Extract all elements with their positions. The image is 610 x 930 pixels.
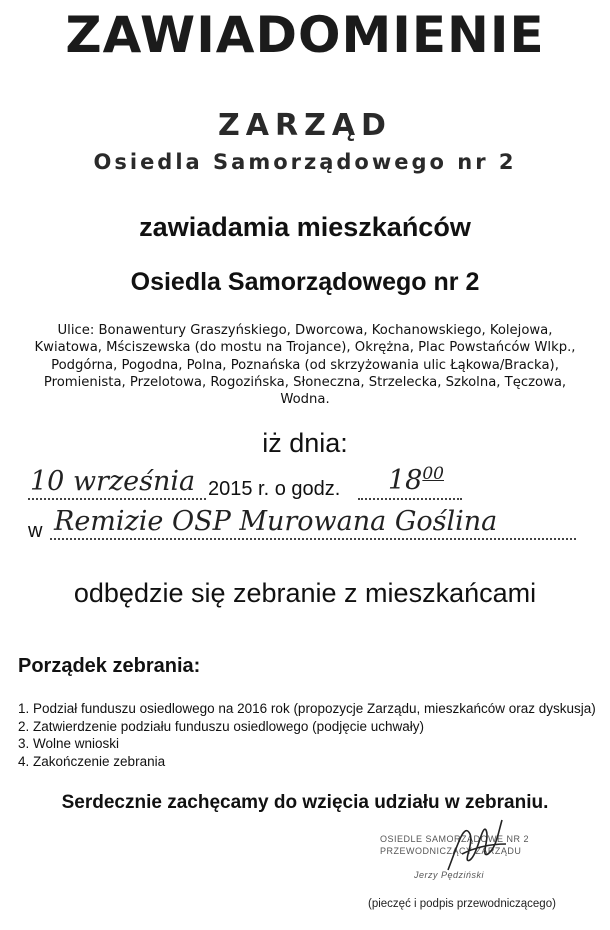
notice-title: ZAWIADOMIENIE	[65, 6, 545, 64]
place-row	[28, 506, 582, 546]
place-prefix: w	[28, 520, 43, 542]
official-stamp	[380, 828, 530, 886]
street-list: Ulice: Bonawentury Graszyńskiego, Dworcowa, Kochanowskiego, Kolejowa, Kwiatowa, Mściszewska (do mostu na Trojance), Okrężna, Plac Powstańców Wlkp., Podgórna, Pogodna, Polna, Poznańska (od skrzyżowania ulic Łąkowa/Bracka), Promienista, Przelotowa, Rogozińska, Słoneczna, Strzelecka, Szkolna, Tęczowa, Wodna.	[34, 323, 576, 408]
stamp-line-2: PRZEWODNICZĄCY ZARZĄDU	[380, 846, 522, 856]
meeting-announcement: odbędzie się zebranie z mieszkańcami	[73, 578, 537, 608]
residents-heading: Osiedla Samorządowego nr 2	[130, 268, 480, 296]
handwritten-place: Remizie OSP Murowana Goślina	[54, 506, 498, 537]
date-dotted-line	[28, 498, 206, 500]
stamp-line-1: OSIEDLE SAMORZĄDOWE NR 2	[380, 834, 530, 844]
date-time-row	[28, 466, 582, 506]
agenda-item: 4. Zakończenie zebrania	[18, 753, 166, 769]
district-heading: Osiedla Samorządowego nr 2	[93, 150, 517, 174]
closing-invitation: Serdecznie zachęcamy do wzięcia udziału w zebraniu.	[61, 792, 549, 813]
agenda-item: 1. Podział funduszu osiedlowego na 2016 rok (propozycje Zarządu, mieszkańców oraz dyskusja)	[18, 701, 596, 716]
time-dotted-line	[358, 498, 462, 500]
agenda-heading: Porządek zebrania:	[18, 655, 201, 677]
handwritten-date: 10 września	[30, 466, 196, 497]
from-date-label: iż dnia:	[262, 428, 348, 458]
hour-value: 18	[388, 465, 423, 496]
board-heading: ZARZĄD	[218, 108, 392, 143]
agenda-list	[18, 700, 602, 770]
notifies-heading: zawiadamia mieszkańców	[139, 212, 471, 242]
year-time-label: 2015 r. o godz.	[208, 478, 341, 500]
place-dotted-line	[50, 538, 576, 540]
handwritten-hour	[388, 464, 444, 496]
agenda-item: 3. Wolne wnioski	[18, 736, 120, 752]
stamp-name: Jerzy Pędziński	[414, 870, 485, 880]
minutes-value: 00	[422, 464, 444, 484]
signature-caption: (pieczęć i podpis przewodniczącego)	[368, 898, 556, 910]
signature-icon	[440, 814, 510, 878]
agenda-item: 2. Zatwierdzenie podziału funduszu osiedlowego (podjęcie uchwały)	[18, 718, 424, 734]
